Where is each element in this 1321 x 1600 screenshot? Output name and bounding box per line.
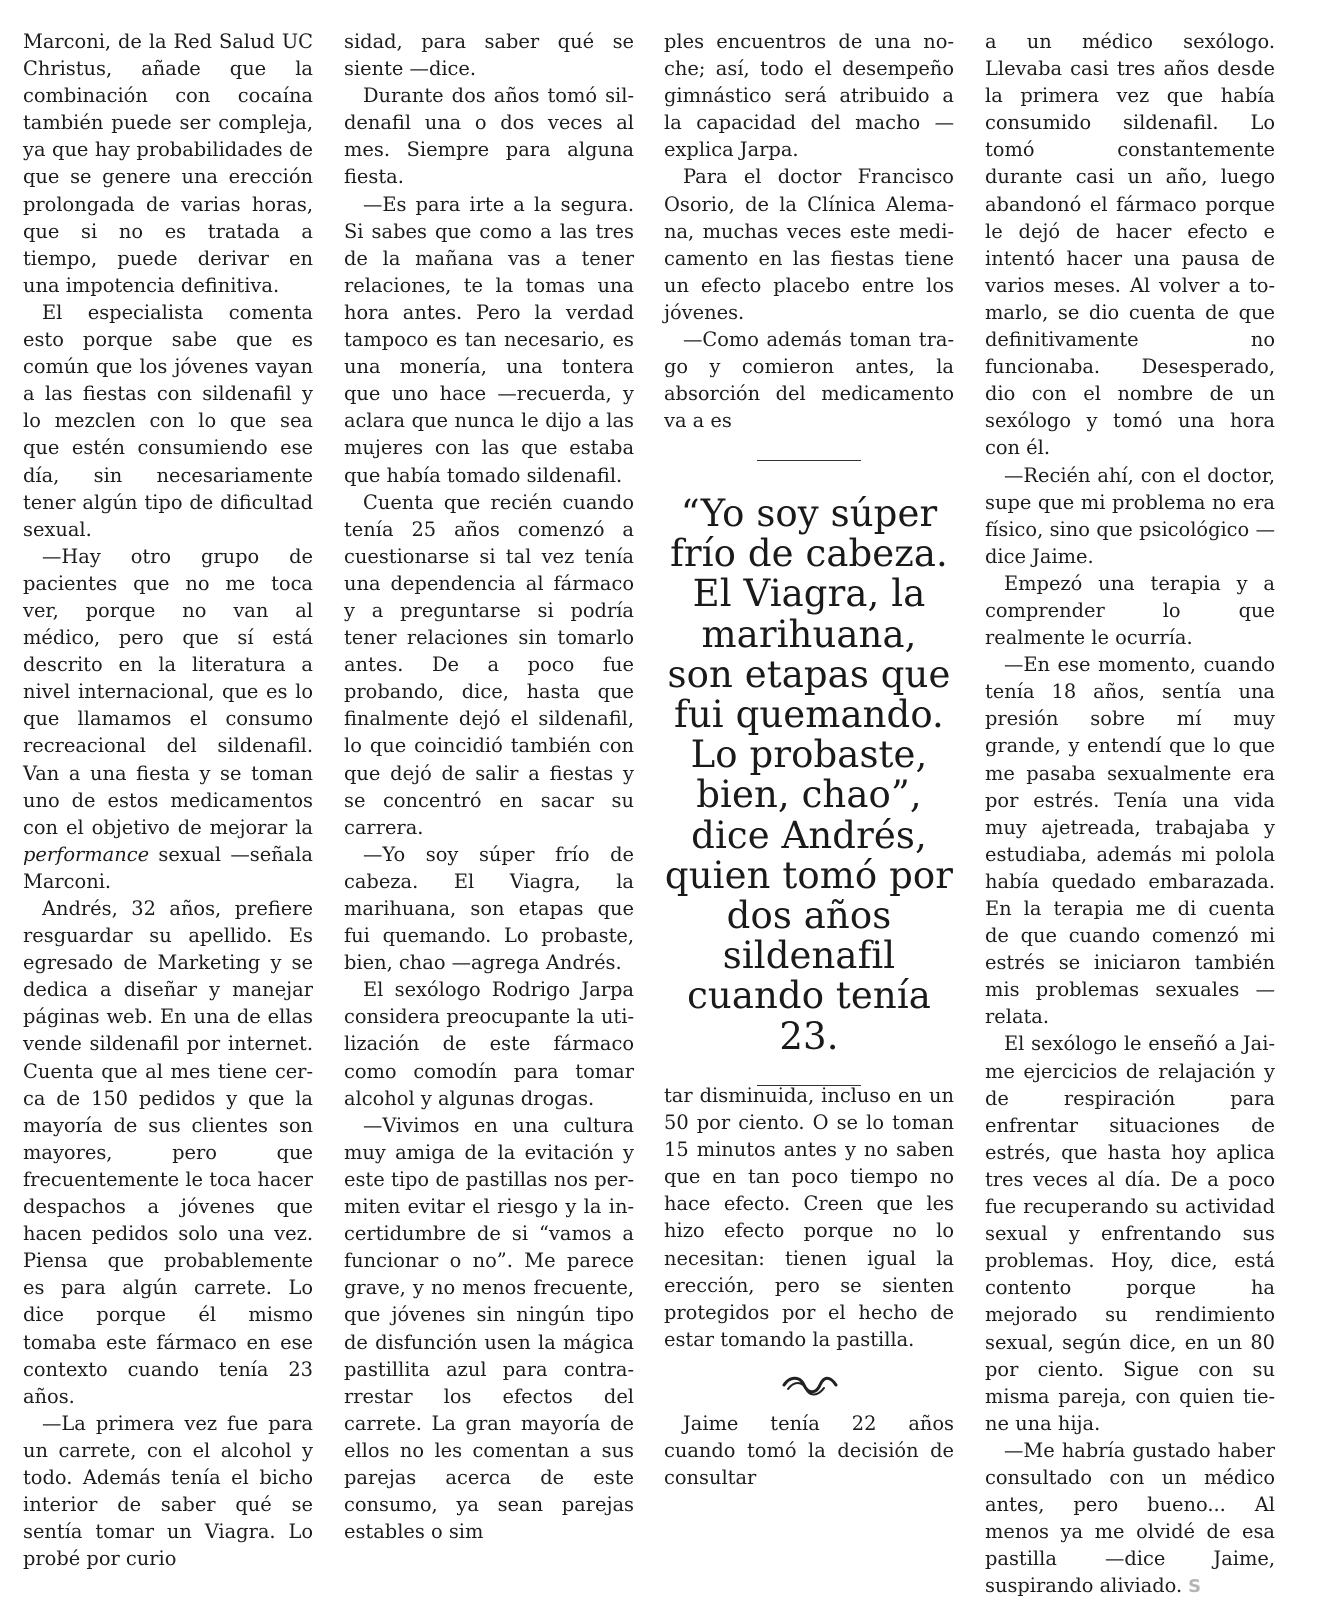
- paragraph: —La primera vez fue para un carrete, con el alcohol y todo. Además tenía el bicho interior de saber qué se sentía tomar un Viagra. Lo probé por curio: [23, 1411, 313, 1571]
- paragraph: —Como además toman trago y comieron antes, la absorción del medicamento va a es: [664, 328, 954, 433]
- column-4: [985, 28, 1275, 1600]
- paragraph: tar disminuida, incluso en un 50 por ciento. O se lo toman 15 minutos antes y no saben que en tan poco tiempo no hace efecto. Creen que les hizo efecto porque no lo necesitan: tienen igual la erección, pero se sienten protegidos por el hecho de estar tomando la pastilla.: [664, 1084, 954, 1351]
- column-3-bottom: [664, 1082, 954, 1353]
- column-2: [344, 28, 634, 1545]
- paragraph: ples encuentros de una noche; así, todo el desempeño gimnástico será atribuido a la capacidad del macho —explica Jarpa.: [664, 30, 954, 162]
- paragraph: —Vivimos en una cultura muy amiga de la evitación y este tipo de pastillas nos permiten evitar el riesgo y la incertidumbre de si “vamos a funcionar o no”. Me parece grave, y no menos frecuente, que jóvenes sin ningún tipo de disfunción usen la mágica pastillita azul para contrarrestar los efectos del carrete. La gran mayoría de ellos no les comentan a sus parejas acerca de este consumo, ya sean parejas estables o sim: [344, 1113, 634, 1544]
- paragraph: El sexólogo Rodrigo Jarpa considera preocupante la utilización de este fármaco como comodín para tomar alcohol y algunas drogas.: [344, 978, 634, 1110]
- paragraph: El sexólogo le enseñó a Jaime ejercicios de relajación y de respiración para enfrentar situaciones de estrés, que hasta hoy aplica tres veces al día. De a poco fue recuperando su actividad sexual y enfrentando sus problemas. Hoy, dice, está contento porque ha mejorado su rendimiento sexual, según dice, en un 80 por ciento. Sigue con su misma pareja, con quien tiene una hija.: [985, 1032, 1275, 1435]
- paragraph: [23, 543, 313, 895]
- paragraph: Para el doctor Francisco Osorio, de la Clínica Alemana, muchas veces este medicamento en las fiestas tiene un efecto placebo entre los jóvenes.: [664, 165, 954, 324]
- paragraph: Cuenta que recién cuando tenía 25 años comenzó a cuestionarse si tal vez tenía una dependencia al fármaco y a preguntarse si podría tener relaciones sin tomarlo antes. De a poco fue probando, dice, hasta que finalmente dejó el sildenafil, lo que coincidió también con que dejó de salir a fiestas y se concentró en sacar su carrera.: [344, 490, 634, 839]
- paragraph: Empezó una terapia y a comprender lo que realmente le ocurría.: [985, 571, 1275, 650]
- paragraph: Durante dos años tomó sildenafil una o dos veces al mes. Siempre para alguna fiesta.: [344, 84, 634, 189]
- paragraph: —Recién ahí, con el doctor, supe que mi problema no era físico, sino que psicológico —dice Jaime.: [985, 463, 1275, 568]
- paragraph: El especialista comenta esto porque sabe que es común que los jóvenes vayan a las fiestas con sildenafil y lo mezclen con lo que sea que estén consumiendo ese día, sin necesariamente tener algún tipo de dificultad sexual.: [23, 300, 313, 541]
- paragraph-text: —Me habría gustado haber consultado con un médico antes, pero bueno... Al menos ya me olvidé de esa pastilla —dice Jaime, suspirando aliviado.: [985, 1438, 1275, 1598]
- paragraph: Andrés, 32 años, prefiere resguardar su apellido. Es egresado de Marketing y se dedica a diseñar y manejar páginas web. En una de ellas vende sildenafil por internet. Cuenta que al mes tiene cerca de 150 pedidos y que la mayoría de sus clientes son mayores, pero que frecuentemente le toca hacer despachos a jóvenes que hacen pedidos solo una vez. Piensa que probablemente es para algún carrete. Lo dice porque él mismo tomaba este fármaco en ese contexto cuando tenía 23 años.: [23, 897, 313, 1408]
- column-1: [23, 28, 313, 1572]
- paragraph: —En ese momento, cuando tenía 18 años, sentía una presión sobre mí muy grande, y entendí que lo que me pasaba sexualmente era por estrés. Tenía una vida muy ajetreada, trabajaba y estudiaba, además mi polola había quedado embarazada. En la terapia me di cuenta de que cuando comenzó mi estrés se iniciaron también mis problemas sexuales —relata.: [985, 653, 1275, 1029]
- paragraph: sidad, para saber qué se siente —dice.: [344, 30, 634, 81]
- ornament-flourish-icon: [760, 1374, 860, 1400]
- paragraph-text: —Hay otro grupo de pacientes que no me toca ver, porque no van al médico, pero que sí está descrito en la literatura a nivel internacional, que es lo que llamamos el consumo recreacional del sildenafil. Van a una fiesta y se toman uno de estos medicamentos con el objetivo de mejorar la: [23, 544, 313, 839]
- pull-quote: “Yo soy súper frío de cabeza. El Viagra, la marihuana, son etapas que fui quemando. Lo probaste, bien, chao”, dice Andrés, quien tomó por dos años sildenafil cuando tenía 23.: [664, 492, 954, 1058]
- column-3-after: [664, 1410, 954, 1491]
- paragraph-text: sexual —señala Marconi.: [23, 842, 313, 893]
- paragraph: —Es para irte a la segura. Si sabes que como a las tres de la mañana vas a tener relaciones, te la tomas una hora antes. Pero la verdad tampoco es tan necesario, es una monería, una tontera que uno hace —recuerda, y aclara que nunca le dijo a las mujeres con las que estaba que había tomado sildenafil.: [344, 192, 634, 487]
- end-mark-icon: S: [1188, 1576, 1202, 1598]
- emphasis-text: performance: [23, 842, 150, 866]
- paragraph: Marconi, de la Red Salud UC Christus, añade que la combinación con cocaína también puede ser compleja, ya que hay probabilidades de que se genere una erección prolongada de varias horas, que si no es tratada a tiempo, puede derivar en una impotencia definitiva.: [23, 30, 313, 297]
- paragraph: [985, 1437, 1275, 1600]
- paragraph: a un médico sexólogo. Llevaba casi tres años desde la primera vez que había consumido sildenafil. Lo tomó constantemente durante casi un año, luego abandonó el fármaco porque le dejó de hacer efecto e intentó hacer una pausa de varios meses. Al volver a tomarlo, se dio cuenta de que definitivamente no funcionaba. Desesperado, dio con el nombre de un sexólogo y tomó una hora con él.: [985, 30, 1275, 460]
- paragraph: Jaime tenía 22 años cuando tomó la decisión de consultar: [664, 1412, 954, 1490]
- paragraph: —Yo soy súper frío de cabeza. El Viagra, la marihuana, son etapas que fui quemando. Lo probaste, bien, chao —agrega Andrés.: [344, 842, 634, 975]
- column-3-top: [664, 28, 954, 434]
- pull-quote-block: [664, 460, 954, 1086]
- divider-top: [757, 460, 861, 461]
